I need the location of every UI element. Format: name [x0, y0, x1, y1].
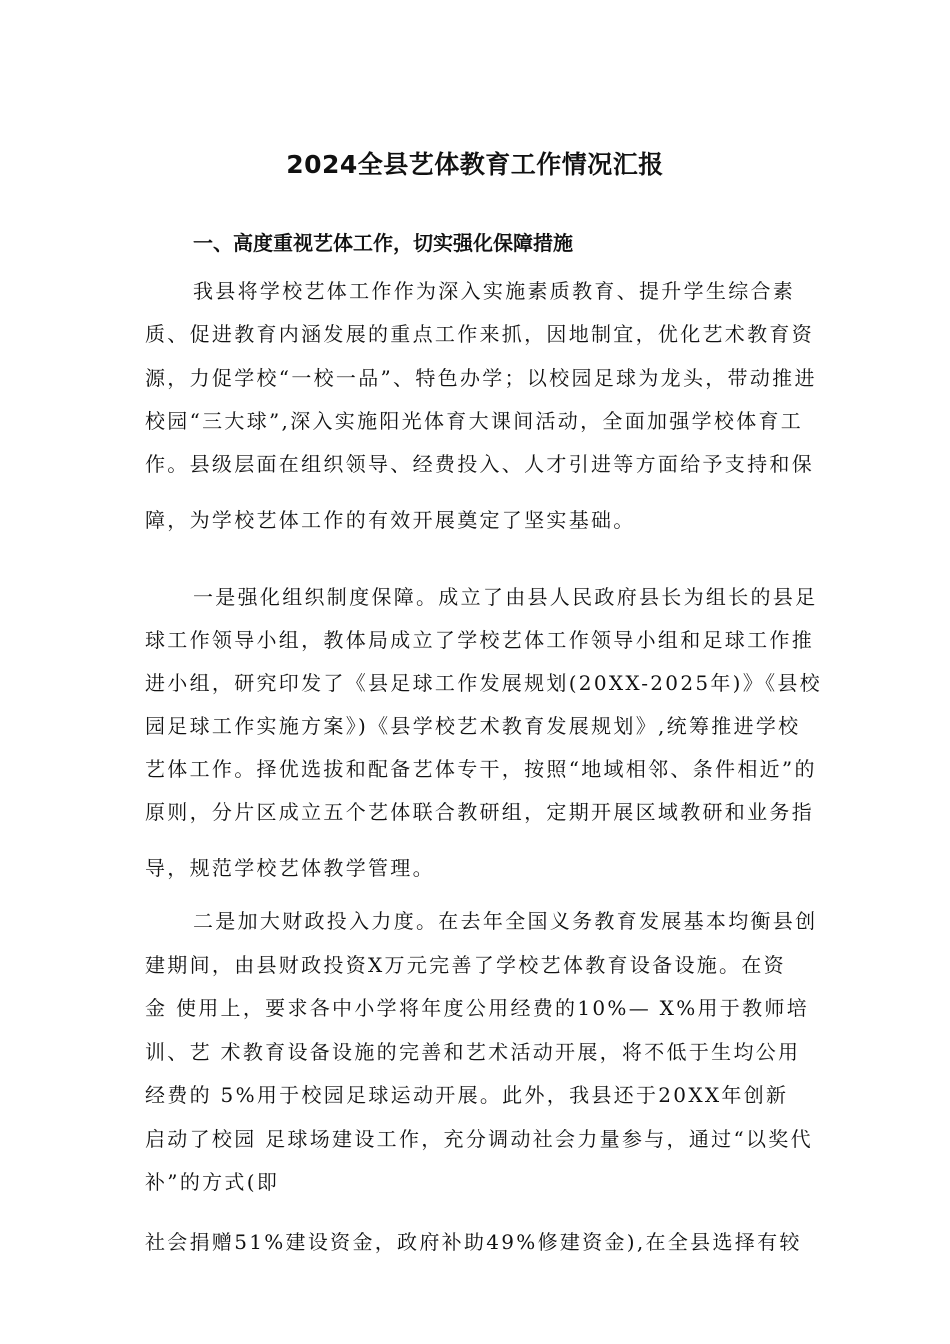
paragraph-line: 障，为学校艺体工作的有效开展奠定了坚实基础。: [145, 508, 636, 532]
paragraph-line: 一是强化组织制度保障。成立了由县人民政府县长为组长的县足: [193, 585, 818, 609]
paragraph-line: 训、艺 术教育设备设施的完善和艺术活动开展，将不低于生均公用: [145, 1040, 801, 1064]
paragraph-line: 源，力促学校“一校一品”、特色办学；以校园足球为龙头，带动推进: [145, 366, 817, 390]
paragraph-line: 导，规范学校艺体教学管理。: [145, 856, 435, 880]
paragraph-line: 校园“三大球”,深入实施阳光体育大课间活动，全面加强学校体育工: [145, 409, 804, 433]
paragraph-line: 金 使用上，要求各中小学将年度公用经费的10%— X%用于教师培: [145, 996, 810, 1020]
paragraph-line: 作。县级层面在组织领导、经费投入、人才引进等方面给予支持和保: [145, 452, 814, 476]
paragraph-line: 启动了校园 足球场建设工作，充分调动社会力量参与，通过“以奖代: [145, 1127, 813, 1151]
paragraph-line: 进小组，研究印发了《县足球工作发展规划(20XX-2025年)》《县校: [145, 671, 822, 695]
paragraph-line: 二是加大财政投入力度。在去年全国义务教育发展基本均衡县创: [193, 909, 818, 933]
paragraph-line: 质、促进教育内涵发展的重点工作来抓，因地制宜，优化艺术教育资: [145, 322, 814, 346]
paragraph-line: 我县将学校艺体工作作为深入实施素质教育、提升学生综合素: [193, 279, 796, 303]
paragraph-line: 园足球工作实施方案》)《县学校艺术教育发展规划》,统筹推进学校: [145, 714, 801, 738]
paragraph-line: 补”的方式(即: [145, 1170, 280, 1194]
section-heading: 一、高度重视艺体工作，切实强化保障措施: [193, 231, 573, 255]
paragraph-line: 球工作领导小组，教体局成立了学校艺体工作领导小组和足球工作推: [145, 628, 814, 652]
paragraph-line: 社会捐赠51%建设资金，政府补助49%修建资金),在全县选择有较: [145, 1230, 802, 1254]
paragraph-line: 原则，分片区成立五个艺体联合教研组，定期开展区域教研和业务指: [145, 800, 814, 824]
paragraph-line: 艺体工作。择优选拔和配备艺体专干，按照“地域相邻、条件相近”的: [145, 757, 817, 781]
paragraph-line: 建期间，由县财政投资X万元完善了学校艺体教育设备设施。在资: [145, 953, 786, 977]
paragraph-line: 经费的 5%用于校园足球运动开展。此外，我县还于20XX年创新: [145, 1083, 789, 1107]
document-title: 2024全县艺体教育工作情况汇报: [286, 150, 664, 179]
